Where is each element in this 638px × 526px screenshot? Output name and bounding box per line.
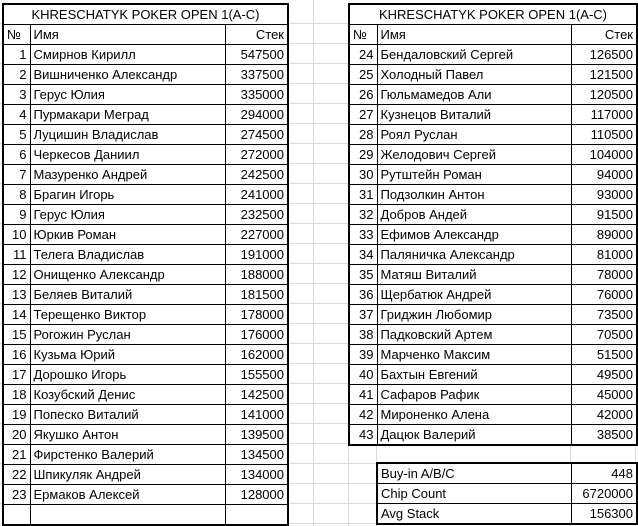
empty-cell[interactable] [3, 505, 30, 526]
player-stack-cell[interactable]: 91500 [571, 205, 637, 225]
player-number-cell[interactable]: 30 [349, 165, 377, 185]
player-number-cell[interactable]: 33 [349, 225, 377, 245]
player-stack-cell[interactable]: 94000 [571, 165, 637, 185]
player-name-cell[interactable]: Ермаков Алексей [30, 485, 225, 505]
player-name-cell[interactable]: Мазуренко Андрей [30, 165, 225, 185]
summary-label-cell[interactable]: Chip Count [377, 484, 571, 504]
player-row [349, 225, 637, 245]
player-stack-cell[interactable]: 45000 [571, 385, 637, 405]
col-header-name[interactable]: Имя [377, 25, 571, 45]
player-row [3, 365, 288, 385]
player-number-cell[interactable]: 29 [349, 145, 377, 165]
player-stack-cell[interactable]: 49500 [571, 365, 637, 385]
player-row [349, 65, 637, 85]
player-name-cell[interactable]: Якушко Антон [30, 425, 225, 445]
player-row [3, 45, 288, 65]
player-row [349, 385, 637, 405]
player-number-cell[interactable]: 25 [349, 65, 377, 85]
player-stack-cell[interactable]: 89000 [571, 225, 637, 245]
player-name-cell[interactable]: Рогожин Руслан [30, 325, 225, 345]
player-name-cell[interactable]: Терещенко Виктор [30, 305, 225, 325]
chip-count-table-right [348, 3, 638, 446]
player-stack-cell[interactable]: 104000 [571, 145, 637, 165]
player-number-cell[interactable]: 12 [3, 265, 30, 285]
player-row [349, 325, 637, 345]
player-name-cell[interactable]: Фирстенко Валерий [30, 445, 225, 465]
player-row [3, 185, 288, 205]
player-row [3, 325, 288, 345]
column-header-row [349, 25, 637, 45]
player-number-cell[interactable]: 16 [3, 345, 30, 365]
player-stack-cell[interactable]: 42000 [571, 405, 637, 425]
player-name-cell[interactable]: Бахтын Евгений [377, 365, 571, 385]
grid-vline [348, 443, 349, 526]
player-stack-cell[interactable]: 121500 [571, 65, 637, 85]
player-number-cell[interactable]: 1 [3, 45, 30, 65]
player-name-cell[interactable]: Матяш Виталий [377, 265, 571, 285]
col-header-stack[interactable]: Стек [571, 25, 637, 45]
player-stack-cell[interactable]: 73500 [571, 305, 637, 325]
player-number-cell[interactable]: 21 [3, 445, 30, 465]
col-header-name[interactable]: Имя [30, 25, 225, 45]
player-number-cell[interactable]: 4 [3, 105, 30, 125]
player-stack-cell[interactable]: 232500 [225, 205, 288, 225]
player-name-cell[interactable]: Добров Андей [377, 205, 571, 225]
player-number-cell[interactable]: 41 [349, 385, 377, 405]
player-row [349, 285, 637, 305]
player-stack-cell[interactable]: 117000 [571, 105, 637, 125]
player-number-cell[interactable]: 24 [349, 45, 377, 65]
table-title[interactable]: KHRESCHATYK POKER OPEN 1(A-C) [349, 4, 637, 25]
player-row [3, 125, 288, 145]
player-name-cell[interactable]: Кузьма Юрий [30, 345, 225, 365]
player-row [349, 305, 637, 325]
table-title-row [349, 4, 637, 25]
player-row [349, 45, 637, 65]
player-row [3, 205, 288, 225]
player-number-cell[interactable]: 28 [349, 125, 377, 145]
player-name-cell[interactable]: Кузнецов Виталий [377, 105, 571, 125]
player-stack-cell[interactable]: 78000 [571, 265, 637, 285]
player-row [3, 465, 288, 485]
player-name-cell[interactable]: Щербатюк Андрей [377, 285, 571, 305]
player-number-cell[interactable]: 42 [349, 405, 377, 425]
player-number-cell[interactable]: 9 [3, 205, 30, 225]
player-stack-cell[interactable]: 181500 [225, 285, 288, 305]
player-name-cell[interactable]: Ефимов Александр [377, 225, 571, 245]
player-number-cell[interactable]: 5 [3, 125, 30, 145]
player-row [349, 245, 637, 265]
player-stack-cell[interactable]: 191000 [225, 245, 288, 265]
player-row [3, 405, 288, 425]
player-row [3, 345, 288, 365]
player-row [3, 65, 288, 85]
player-number-cell[interactable]: 17 [3, 365, 30, 385]
player-number-cell[interactable]: 40 [349, 365, 377, 385]
player-stack-cell[interactable]: 70500 [571, 325, 637, 345]
empty-cell[interactable] [225, 505, 288, 526]
player-stack-cell[interactable]: 274500 [225, 125, 288, 145]
player-row [3, 145, 288, 165]
player-name-cell[interactable]: Гюльмамедов Али [377, 85, 571, 105]
player-name-cell[interactable]: Герус Юлия [30, 85, 225, 105]
player-name-cell[interactable]: Вишниченко Александр [30, 65, 225, 85]
player-row [349, 145, 637, 165]
player-number-cell[interactable]: 6 [3, 145, 30, 165]
player-number-cell[interactable]: 15 [3, 325, 30, 345]
player-row [3, 85, 288, 105]
player-stack-cell[interactable]: 162000 [225, 345, 288, 365]
player-row [349, 205, 637, 225]
player-stack-cell[interactable]: 547500 [225, 45, 288, 65]
player-name-cell[interactable]: Попеско Виталий [30, 405, 225, 425]
player-number-cell[interactable]: 11 [3, 245, 30, 265]
player-name-cell[interactable]: Черкесов Даниил [30, 145, 225, 165]
player-number-cell[interactable]: 43 [349, 425, 377, 446]
player-number-cell[interactable]: 13 [3, 285, 30, 305]
player-number-cell[interactable]: 36 [349, 285, 377, 305]
player-row [349, 185, 637, 205]
player-stack-cell[interactable]: 128000 [225, 485, 288, 505]
player-stack-cell[interactable]: 134500 [225, 445, 288, 465]
player-number-cell[interactable]: 38 [349, 325, 377, 345]
player-name-cell[interactable]: Дацюк Валерий [377, 425, 571, 446]
summary-row [377, 484, 637, 504]
player-name-cell[interactable]: Козубский Денис [30, 385, 225, 405]
player-stack-cell[interactable]: 126500 [571, 45, 637, 65]
player-row [3, 485, 288, 505]
player-row [3, 385, 288, 405]
player-stack-cell[interactable]: 38500 [571, 425, 637, 446]
player-stack-cell[interactable]: 335000 [225, 85, 288, 105]
player-number-cell[interactable]: 27 [349, 105, 377, 125]
player-number-cell[interactable]: 7 [3, 165, 30, 185]
player-stack-cell[interactable]: 337500 [225, 65, 288, 85]
player-name-cell[interactable]: Падковский Артем [377, 325, 571, 345]
player-row [3, 245, 288, 265]
player-row [3, 225, 288, 245]
player-number-cell[interactable]: 31 [349, 185, 377, 205]
player-stack-cell[interactable]: 81000 [571, 245, 637, 265]
player-stack-cell[interactable]: 76000 [571, 285, 637, 305]
player-number-cell[interactable]: 32 [349, 205, 377, 225]
player-row [349, 345, 637, 365]
player-stack-cell[interactable]: 242500 [225, 165, 288, 185]
player-name-cell[interactable]: Марченко Максим [377, 345, 571, 365]
player-number-cell[interactable]: 3 [3, 85, 30, 105]
player-stack-cell[interactable]: 141000 [225, 405, 288, 425]
player-name-cell[interactable]: Смирнов Кирилл [30, 45, 225, 65]
player-name-cell[interactable]: Роял Руслан [377, 125, 571, 145]
player-number-cell[interactable]: 35 [349, 265, 377, 285]
player-number-cell[interactable]: 34 [349, 245, 377, 265]
summary-label-cell[interactable]: Buy-in A/B/C [377, 463, 571, 484]
player-name-cell[interactable]: Пурмакари Меград [30, 105, 225, 125]
player-stack-cell[interactable]: 227000 [225, 225, 288, 245]
player-stack-cell[interactable]: 134000 [225, 465, 288, 485]
player-name-cell[interactable]: Беляев Виталий [30, 285, 225, 305]
player-stack-cell[interactable]: 110500 [571, 125, 637, 145]
table-title-row [3, 4, 288, 25]
player-row [349, 85, 637, 105]
player-row [349, 405, 637, 425]
player-number-cell[interactable]: 37 [349, 305, 377, 325]
player-stack-cell[interactable]: 272000 [225, 145, 288, 165]
player-name-cell[interactable]: Гриджин Любомир [377, 305, 571, 325]
empty-cell[interactable] [30, 505, 225, 526]
col-header-num[interactable]: № [349, 25, 377, 45]
player-number-cell[interactable]: 18 [3, 385, 30, 405]
player-name-cell[interactable]: Мироненко Алена [377, 405, 571, 425]
player-row [3, 285, 288, 305]
player-stack-cell[interactable]: 294000 [225, 105, 288, 125]
player-name-cell[interactable]: Дорошко Игорь [30, 365, 225, 385]
player-number-cell[interactable]: 19 [3, 405, 30, 425]
col-header-num[interactable]: № [3, 25, 30, 45]
player-row [349, 125, 637, 145]
player-name-cell[interactable]: Телега Владислав [30, 245, 225, 265]
player-number-cell[interactable]: 26 [349, 85, 377, 105]
player-name-cell[interactable]: Подзолкин Антон [377, 185, 571, 205]
player-stack-cell[interactable]: 51500 [571, 345, 637, 365]
player-name-cell[interactable]: Сафаров Рафик [377, 385, 571, 405]
player-row [349, 265, 637, 285]
player-number-cell[interactable]: 14 [3, 305, 30, 325]
player-number-cell[interactable]: 39 [349, 345, 377, 365]
player-name-cell[interactable]: Брагин Игорь [30, 185, 225, 205]
player-row [3, 165, 288, 185]
player-name-cell[interactable]: Луцишин Владислав [30, 125, 225, 145]
player-name-cell[interactable]: Юркив Роман [30, 225, 225, 245]
player-stack-cell[interactable]: 176000 [225, 325, 288, 345]
summary-row [377, 504, 637, 525]
table-title[interactable]: KHRESCHATYK POKER OPEN 1(A-C) [3, 4, 288, 25]
player-stack-cell[interactable]: 188000 [225, 265, 288, 285]
summary-table [376, 462, 638, 525]
player-row [3, 425, 288, 445]
player-number-cell[interactable]: 8 [3, 185, 30, 205]
col-header-stack[interactable]: Стек [225, 25, 288, 45]
chip-count-table-left [2, 3, 289, 526]
player-stack-cell[interactable]: 241000 [225, 185, 288, 205]
player-name-cell[interactable]: Рутштейн Роман [377, 165, 571, 185]
grid-vline [313, 0, 314, 526]
player-row [349, 165, 637, 185]
empty-row [3, 505, 288, 526]
summary-value-cell[interactable]: 156300 [571, 504, 637, 525]
player-row [349, 105, 637, 125]
player-name-cell[interactable]: Холодный Павел [377, 65, 571, 85]
player-row [3, 265, 288, 285]
player-number-cell[interactable]: 20 [3, 425, 30, 445]
player-row [349, 365, 637, 385]
player-stack-cell[interactable]: 178000 [225, 305, 288, 325]
summary-label-cell[interactable]: Avg Stack [377, 504, 571, 525]
player-number-cell[interactable]: 22 [3, 465, 30, 485]
player-row [3, 305, 288, 325]
player-name-cell[interactable]: Желодович Сергей [377, 145, 571, 165]
summary-row [377, 463, 637, 484]
player-number-cell[interactable]: 23 [3, 485, 30, 505]
player-stack-cell[interactable]: 120500 [571, 85, 637, 105]
summary-value-cell[interactable]: 6720000 [571, 484, 637, 504]
summary-value-cell[interactable]: 448 [571, 463, 637, 484]
player-name-cell[interactable]: Онищенко Александр [30, 265, 225, 285]
player-name-cell[interactable]: Бендаловский Сергей [377, 45, 571, 65]
player-stack-cell[interactable]: 139500 [225, 425, 288, 445]
player-number-cell[interactable]: 10 [3, 225, 30, 245]
player-row [3, 105, 288, 125]
player-name-cell[interactable]: Шпикуляк Андрей [30, 465, 225, 485]
player-name-cell[interactable]: Герус Юлия [30, 205, 225, 225]
player-stack-cell[interactable]: 155500 [225, 365, 288, 385]
player-name-cell[interactable]: Паляничка Александр [377, 245, 571, 265]
player-stack-cell[interactable]: 93000 [571, 185, 637, 205]
player-stack-cell[interactable]: 142500 [225, 385, 288, 405]
column-header-row [3, 25, 288, 45]
player-row [349, 425, 637, 446]
player-row [3, 445, 288, 465]
player-number-cell[interactable]: 2 [3, 65, 30, 85]
